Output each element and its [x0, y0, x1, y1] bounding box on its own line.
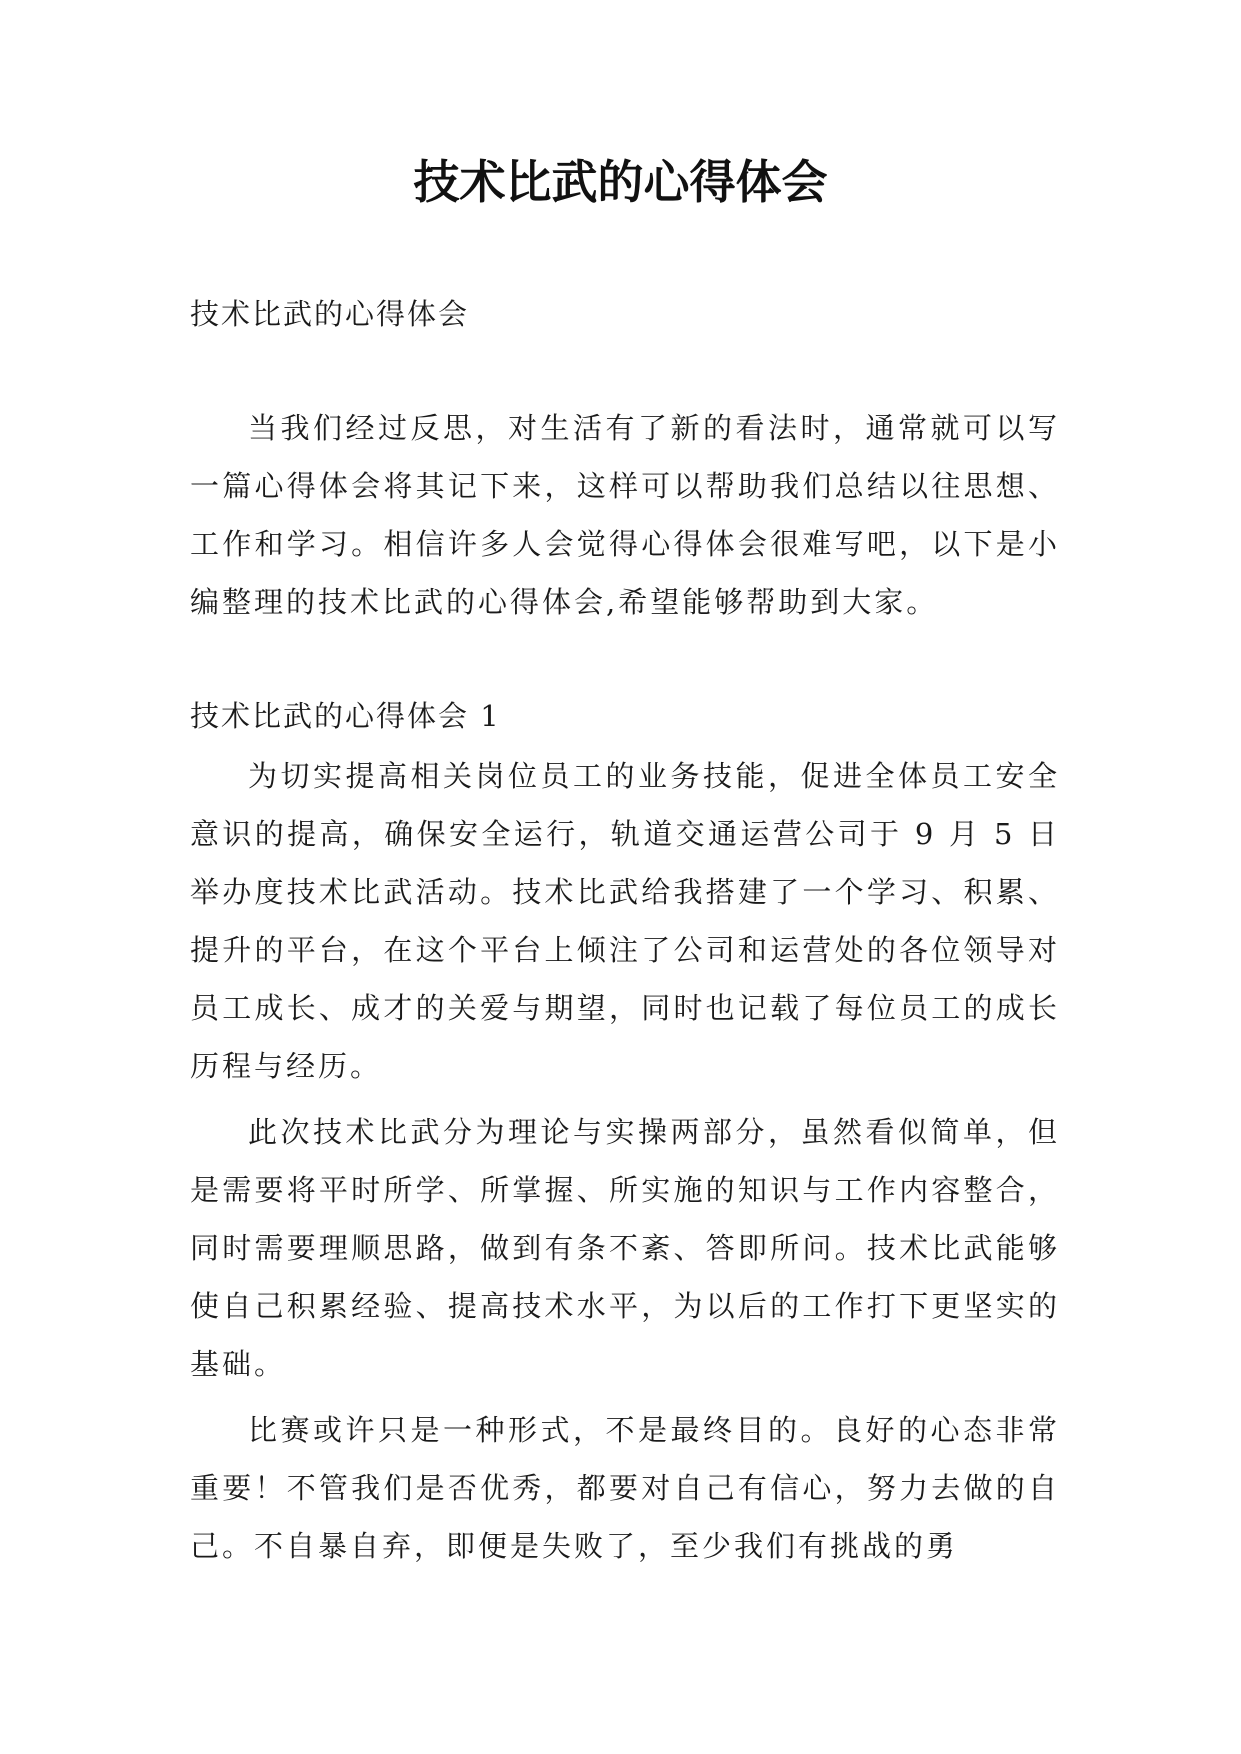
body-paragraph: 此次技术比武分为理论与实操两部分，虽然看似简单，但是需要将平时所学、所掌握、所实施的知识与工作内容整合，同时需要理顺思路，做到有条不紊、答即所问。技术比武能够使自己积累经验、提高技术水平，为以后的工作打下更坚实的基础。: [190, 1115, 1060, 1381]
intro-paragraph: 当我们经过反思，对生活有了新的看法时，通常就可以写一篇心得体会将其记下来，这样可以帮助我们总结以往思想、工作和学习。相信许多人会觉得心得体会很难写吧，以下是小编整理的技术比武的心得体会,希望能够帮助到大家。: [190, 411, 1060, 619]
body-paragraph: 为切实提高相关岗位员工的业务技能，促进全体员工安全意识的提高，确保安全运行，轨道交通运营公司于 9 月 5 日举办度技术比武活动。技术比武给我搭建了一个学习、积累、提升的平台，在这个平台上倾注了公司和运营处的各位领导对员工成长、成才的关爱与期望，同时也记载了每位员工的成长历程与经历。: [190, 759, 1060, 1083]
document-subtitle: 技术比武的心得体会: [190, 297, 470, 331]
document-body: [190, 285, 1060, 1575]
document-title: 技术比武的心得体会: [413, 155, 828, 209]
body-paragraph: 比赛或许只是一种形式，不是最终目的。良好的心态非常重要！不管我们是否优秀，都要对自己有信心，努力去做的自己。不自暴自弃，即便是失败了，至少我们有挑战的勇: [190, 1413, 1060, 1563]
section-heading: 技术比武的心得体会 1: [190, 699, 501, 733]
